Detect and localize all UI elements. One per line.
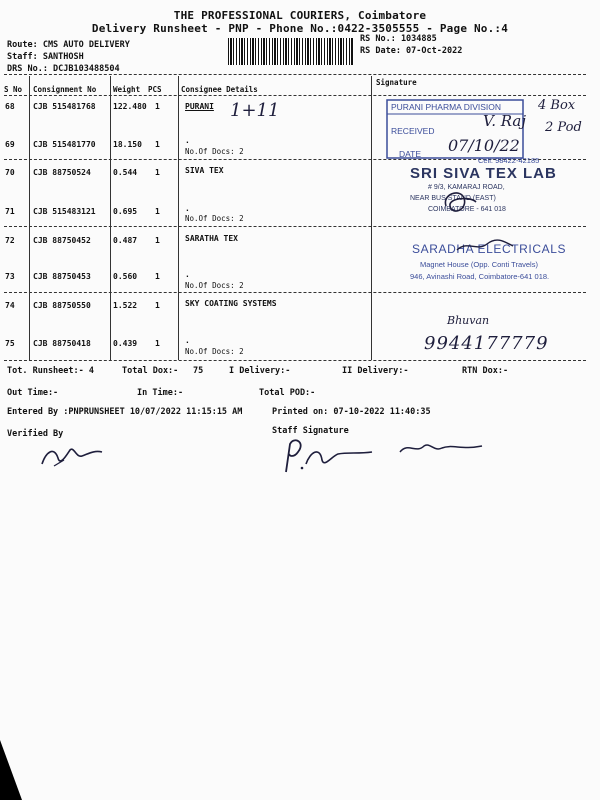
col-sno: S No [4, 85, 23, 94]
purani-stamp-title: PURANI PHARMA DIVISION [391, 102, 502, 112]
out-time: Out Time:- [7, 388, 59, 398]
staff-signature-mark [276, 434, 376, 476]
phone-note: 9944177779 [424, 333, 549, 354]
row-consignment: CJB 515481768 [33, 102, 96, 111]
col-divider [178, 76, 179, 360]
row-docs: No.Of Docs: 2 [185, 147, 244, 156]
row-consignee: SKY COATING SYSTEMS [185, 299, 277, 308]
rs-number: RS No.: 1034885 [360, 34, 437, 44]
saradha-signature-scribble [455, 236, 515, 256]
col-consignee: Consignee Details [181, 85, 258, 94]
row-pcs: 1 [155, 207, 160, 216]
siva-signature-scribble [440, 186, 480, 218]
i-delivery: I Delivery:- [229, 366, 291, 376]
row-weight: 18.150 [113, 140, 142, 149]
drs-number: DRS No.: DCJB103488504 [7, 64, 120, 74]
row-consignee: . [185, 270, 190, 279]
row-consignee: . [185, 204, 190, 213]
in-time: In Time:- [137, 388, 184, 398]
row-pcs: 1 [155, 140, 160, 149]
row-sno: 70 [5, 168, 15, 177]
row-docs: No.Of Docs: 2 [185, 214, 244, 223]
col-weight: Weight [113, 85, 141, 94]
pod-note: 2 Pod [545, 120, 582, 135]
verified-by: Verified By [7, 429, 64, 439]
row-weight: 0.487 [113, 236, 138, 245]
col-divider [110, 76, 111, 360]
siva-stamp-cell: Cell: 98422-42185 [478, 156, 540, 165]
received-signature: V. Raj [483, 112, 526, 130]
staff-signature: Staff Signature [272, 426, 349, 436]
row-separator [4, 226, 586, 227]
row-consignee: . [185, 336, 190, 345]
table-header-rule [4, 95, 586, 96]
table-bottom-rule [4, 360, 586, 361]
purani-stamp-received: RECEIVED [391, 126, 435, 136]
row-weight: 0.695 [113, 207, 138, 216]
col-divider [29, 76, 30, 360]
siva-stamp-title: SRI SIVA TEX LAB [410, 165, 557, 182]
row-consignment: CJB 515481770 [33, 140, 96, 149]
saradha-stamp-line1: Magnet House (Opp. Conti Travels) [420, 260, 538, 269]
total-pod: Total POD:- [259, 388, 316, 398]
row-sno: 72 [5, 236, 15, 245]
row-weight: 1.522 [113, 301, 138, 310]
table-top-rule [4, 74, 586, 75]
row-consignee: . [185, 136, 190, 145]
row-consignment: CJB 88750524 [33, 168, 91, 177]
row-weight: 0.439 [113, 339, 138, 348]
row-sno: 69 [5, 140, 15, 149]
name-note: Bhuvan [447, 314, 490, 327]
row-consignee: SARATHA TEX [185, 234, 238, 243]
row-weight: 0.544 [113, 168, 138, 177]
ii-delivery: II Delivery:- [342, 366, 409, 376]
company-title: THE PROFESSIONAL COURIERS, Coimbatore [173, 9, 427, 22]
handwritten-count: 1+11 [230, 100, 280, 121]
row-pcs: 1 [155, 102, 160, 111]
tot-runsheet: Tot. Runsheet:- 4 [7, 366, 94, 376]
row-consignment: CJB 88750418 [33, 339, 91, 348]
col-consignment: Consignment No [33, 85, 97, 94]
row-consignment: CJB 515483121 [33, 207, 96, 216]
row-consignment: CJB 88750453 [33, 272, 91, 281]
row-consignment: CJB 88750452 [33, 236, 91, 245]
printed-on: Printed on: 07-10-2022 11:40:35 [272, 407, 431, 417]
row-weight: 122.480 [113, 102, 147, 111]
siva-stamp-line3: COIMBATORE - 641 018 [428, 206, 506, 213]
route-label: Route: CMS AUTO DELIVERY [7, 40, 130, 50]
siva-stamp-line1: # 9/3, KAMARAJ ROAD, [428, 184, 505, 191]
row-docs: No.Of Docs: 2 [185, 281, 244, 290]
row-sno: 68 [5, 102, 15, 111]
row-pcs: 1 [155, 301, 160, 310]
purani-stamp-date: DATE [399, 149, 422, 159]
staff-signature-extra [396, 438, 486, 460]
siva-stamp-line2: NEAR BUS STAND (EAST) [410, 195, 496, 202]
row-weight: 0.560 [113, 272, 138, 281]
runsheet-title: Delivery Runsheet - PNP - Phone No.:0422-3505555 - Page No.:4 [91, 22, 509, 35]
staff-label: Staff: SANTHOSH [7, 52, 84, 62]
saradha-stamp-title: SARADHA ELECTRICALS [412, 242, 567, 256]
row-pcs: 1 [155, 168, 160, 177]
row-consignment: CJB 88750550 [33, 301, 91, 310]
barcode [228, 38, 354, 65]
row-sno: 73 [5, 272, 15, 281]
row-separator [4, 292, 586, 293]
row-sno: 74 [5, 301, 15, 310]
rtn-dox: RTN Dox:- [462, 366, 509, 376]
row-consignee: PURANI [185, 102, 214, 111]
saradha-stamp-line2: 946, Avinashi Road, Coimbatore-641 018. [410, 272, 550, 281]
verifier-signature [36, 436, 106, 470]
row-sno: 71 [5, 207, 15, 216]
total-dox-label: Total Dox:- [122, 366, 179, 376]
col-divider [371, 76, 372, 360]
row-docs: No.Of Docs: 2 [185, 347, 244, 356]
col-pcs: PCS [148, 85, 162, 94]
entered-by: Entered By :PNPRUNSHEET 10/07/2022 11:15:15 AM [7, 407, 243, 417]
row-pcs: 1 [155, 236, 160, 245]
scan-shadow [0, 740, 22, 800]
total-dox-value: 75 [193, 366, 204, 376]
row-consignee: SIVA TEX [185, 166, 224, 175]
rs-date: RS Date: 07-Oct-2022 [360, 46, 463, 56]
row-pcs: 1 [155, 272, 160, 281]
row-sno: 75 [5, 339, 15, 348]
box-note: 4 Box [538, 98, 576, 113]
col-signature: Signature [376, 78, 417, 87]
received-date: 07/10/22 [448, 136, 520, 155]
row-pcs: 1 [155, 339, 160, 348]
